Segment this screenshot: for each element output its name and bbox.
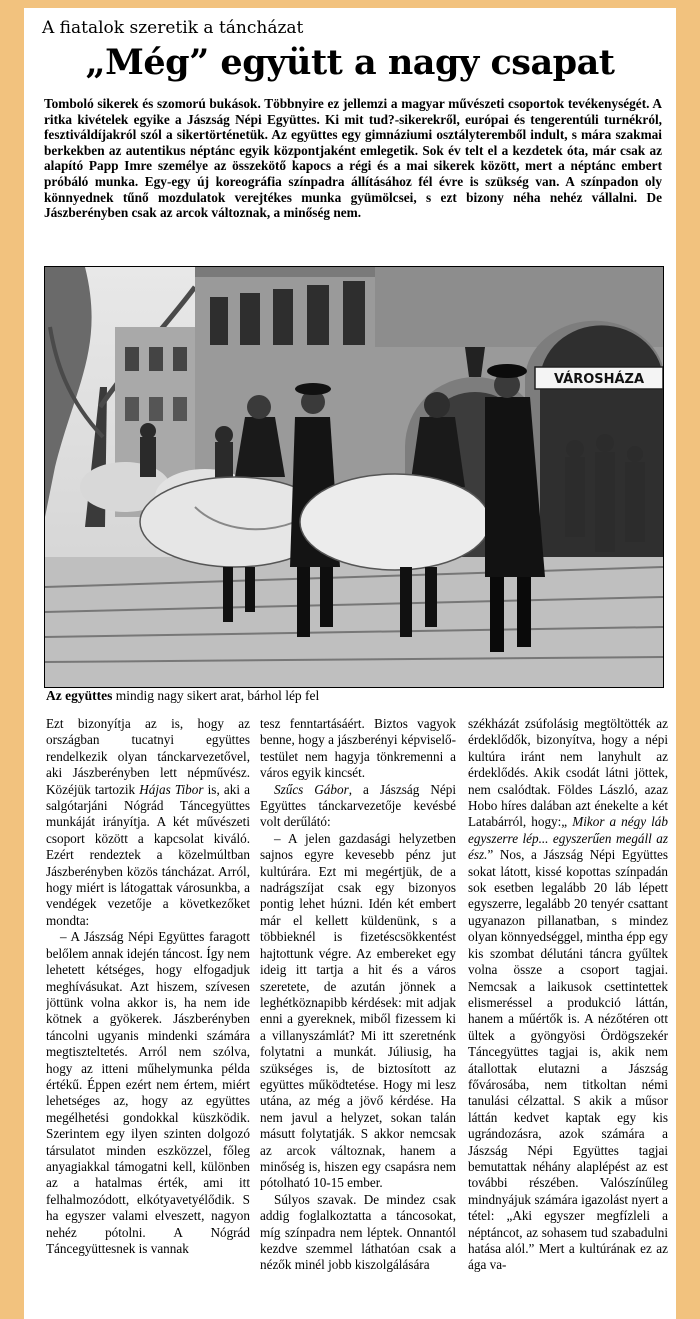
photo-caption xyxy=(46,688,666,704)
col2-paragraph-4: Súlyos szavak. De mindez csak addig foglalkoztatta a táncosokat, míg színpadra nem léptek. Onnantól kezdve szemmel láthatóan csak a nézők minél jobb kiszolgálására xyxy=(260,1191,456,1273)
kicker: A fiatalok szeretik a táncházat xyxy=(42,18,304,38)
col3-p1-text: székházát zsúfolásig megtöltötték az érdeklődők, bizonyítva, hogy a népi kultúra iránt nem lanyhult az érdeklődés. Akik csodát látni jöttek, nem csalódtak. Földes László, azaz Hobo híres dalában azt énekelte a két Latabárról, hogy:„ xyxy=(468,716,668,830)
col2-paragraph-1: tesz fenntartásáért. Biztos vagyok benne, hogy a jászberényi képviselő-testület nem hagyja tönkremenni a város egyik kincsét. xyxy=(260,716,456,781)
caption-bold: Az együttes xyxy=(46,688,113,703)
col1-paragraph-1 xyxy=(46,716,250,929)
city-hall-sign: VÁROSHÁZA xyxy=(553,372,645,387)
col2-paragraph-2 xyxy=(260,782,456,831)
newspaper-clipping xyxy=(24,8,676,1319)
col3-p1-rest: ” Nos, a Jászság Népi Együttes sokat látott, kissé kopottas színpadán sok esetben legalább 20 láb lépett egyszerre, legalább 20 tenyér csattant ugyanazon pillanatban, s mindez olyan könnyedséggel, mintha épp egy kis szombat délutáni táncra gyűltek volna össze a csoport tagjai. Nemcsak a laikusok csettintettek elismeréssel a produkció láttán, hanem a műértők is. A nézőtéren ott ültek a gyöngyösi Ördögszekér Táncegyüttes tagjai is, akik nem átallottak elutazni a Jászság fővárosába, nem titkoltan némi tanulási célzattal. S akik a műsor láttán kedvet kaptak egy kis ugrándozásra, azok számára a Jászság Népi Együttes tagjai bemutattak néhány alaplépést az est további részében. Valószínűleg mindnyájuk számára igazolást nyert a tétel: „Aki egyszer megfízleli a néptáncot, az sohasem tud szabadulni hatása alól.” Mert a kultúrának ez az ága va- xyxy=(468,847,668,1273)
column-2 xyxy=(260,716,456,1319)
col1-p1-text: Ezt bizonyítja az is, hogy az országban tucatnyi együttes rendelkezik olyan tánckarvezetővel, aki Jászberényben lett népművész. Közéjük tartozik xyxy=(46,716,250,797)
caption-rest: mindig nagy sikert arat, bárhol lép fel xyxy=(112,688,320,703)
headline: „Még” együtt a nagy csapat xyxy=(85,42,615,83)
col1-paragraph-2: – A Jászság Népi Együttes faragott belőlem annak idején táncost. Így nem lehetett kétséges, hogy elfogadjuk meghívásukat. Azt hiszem, szívesen jöttünk volna akkor is, ha nem ide kötnek a gyökerek. Jászberényben táncolni ugyanis mindenki számára megtiszteltetés. Arról nem szólva, hogy az itteni műhelymunka példa értékű. Éppen ezért nem értem, miért lehetséges az, hogy az együttes megélhetési gondokkal küszködik. Szerintem egy ilyen szinten dolgozó társulatot minden eszközzel, főleg anyagiakkal támogatni kell, különben az a hatalmas érték, ami itt felhalmozódott, elkótyavetyélődik. S ha egyszer valami elveszett, nagyon nehéz pótolni. A Nógrád Táncegyüttesnek is vannak xyxy=(46,929,250,1256)
col2-p2-rest: , a Jászság Népi Együttes tánckarvezetője kevésbé volt derűlátó: xyxy=(260,781,456,830)
col1-p1-name: Hájas Tibor xyxy=(139,781,204,797)
photo-folk-dancers xyxy=(44,266,664,688)
col1-p1-rest: is, aki a salgótarjáni Nógrád Táncegyüttes munkáját irányítja. A két művészeti csoport között a kapcsolat kiváló. Ezért rendeztek a közelmúltban Jászberényben közös táncházat. Arról, hogy miért is látogattak városunkba, a vendégek vezetője a következőket mondta: xyxy=(46,781,250,928)
col3-paragraph-1 xyxy=(468,716,668,1274)
col2-paragraph-3: – A jelen gazdasági helyzetben sajnos egyre kevesebb pénz jut kultúrára. Ezt mi megértjük, de a nadrágszíjat csak egy bizonyos pontig lehet húzni. Idén két embert már el kellett küldenünk, s a többieknél is fizetéscsökkentést hajtottunk végre. Az embereket egy ideig itt tartja a hit és a város szeretete, de azután jönnek a leghétköznapibb kérdések: mit adjak enni a gyereknek, miből fizessem ki a villanyszámlát? Mi itt szeretnénk folytatni a munkát. Júliusig, ha szükséges is, de biztosított az együttes működtetése. Hogy mi lesz utána, az még a jövő kérdése. Ha nem javul a helyzet, sokan talán másutt folytatják. S akkor nemcsak az arcok változnak, hanem a minőség is, hiszen egy csapásra nem pótolható 10-15 ember. xyxy=(260,830,456,1191)
col3-p1-quote: Mikor a négy láb egyszerre lép... egyszerűen megáll az ész. xyxy=(468,814,668,863)
photo-illustration xyxy=(45,267,663,687)
col2-p2-name: Szűcs Gábor xyxy=(274,781,349,797)
lead-paragraph: Tomboló sikerek és szomorú bukások. Többnyire ez jellemzi a magyar művészeti csoportok tevékenységét. A ritka kivételek egyike a Jászság Népi Együttes. Ki mit tud?-sikerekről, európai és tengerentúli turnékról, fesztiváldíjakról szól a sikertörténetük. Az együttes egy gimnáziumi osztályteremből indult, s mára szakmai berkekben az autentikus néptánc egyik központjaként emlegetik. Sok év telt el a kezdetek óta, már csak az alapító Papp Imre személye az összekötő kapocs a régi és a mai sikerek között, mert a néptánc embert próbáló munka. Egy-egy új koreográfia színpadra állításához fél évre is szükség van. A színpadon oly könnyednek tűnő mozdulatok verejtékes munka gyümölcsei, s ezt bizony néha nehéz vállalni. De Jászberényben csak az arcok változnak, a minőség nem. xyxy=(44,96,662,221)
column-1 xyxy=(46,716,250,1319)
column-3 xyxy=(468,716,668,1319)
